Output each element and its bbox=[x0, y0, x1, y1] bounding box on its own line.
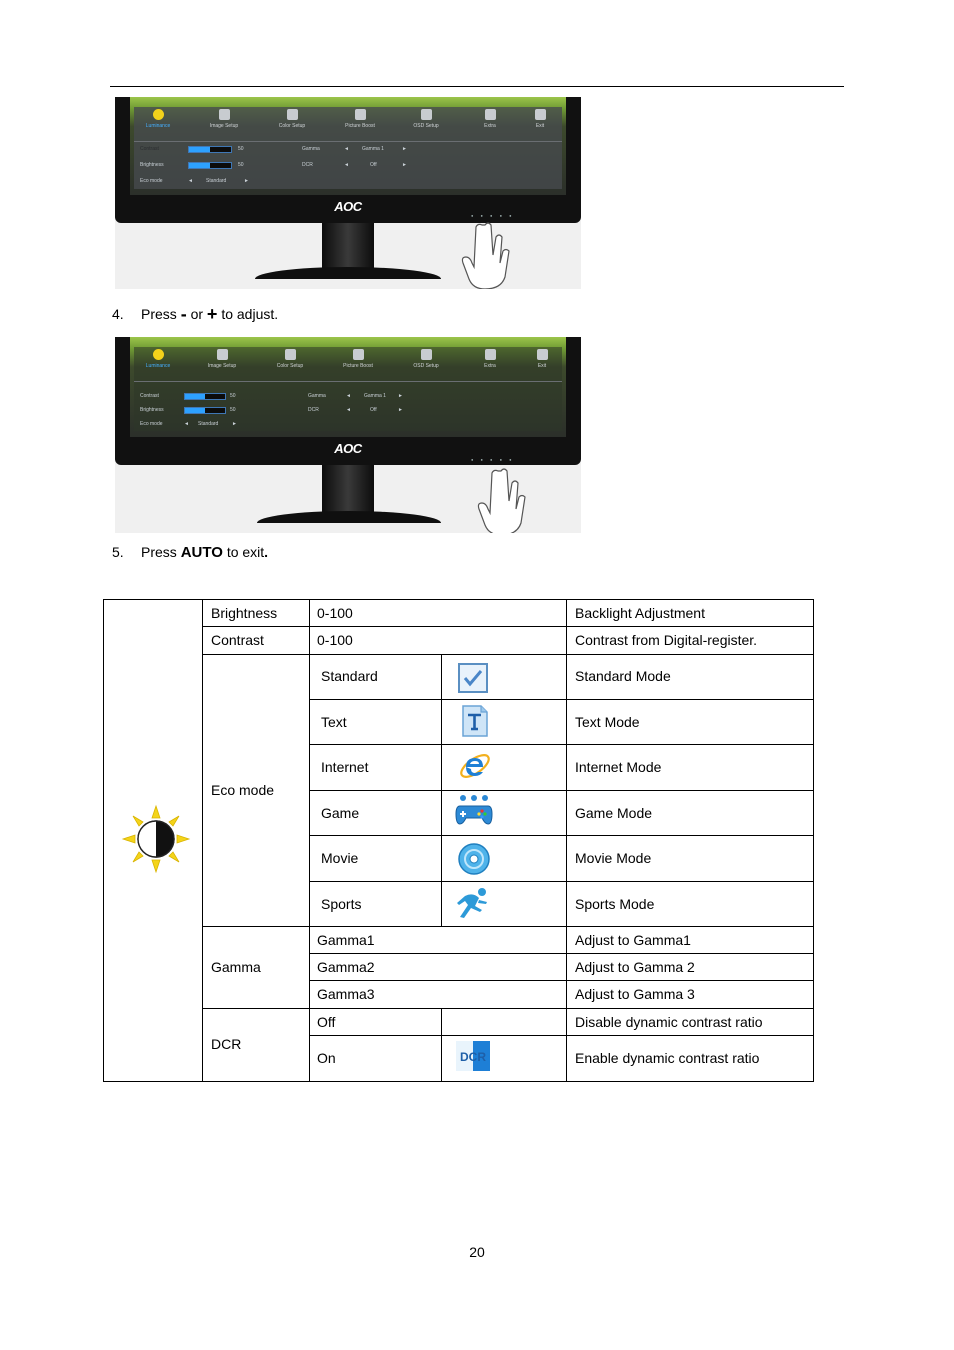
dcr-off-desc: Disable dynamic contrast ratio bbox=[575, 1014, 763, 1030]
eco-mode-desc: Text Mode bbox=[575, 714, 640, 730]
osd-dcr-value: Off bbox=[370, 162, 377, 168]
osd-dcr-label: DCR bbox=[302, 162, 313, 168]
osd-eco-label: Eco mode bbox=[140, 421, 163, 427]
standard-mode-icon bbox=[457, 662, 489, 694]
osd-tab-picture-boost: Picture Boost bbox=[330, 109, 390, 129]
osd-brightness-label: Brightness bbox=[140, 162, 164, 168]
dcr-icon bbox=[455, 1040, 491, 1072]
gamma-option-desc: Adjust to Gamma 3 bbox=[575, 986, 695, 1002]
monitor-buttons: ● ● ● ● ● bbox=[471, 213, 515, 218]
osd-brightness-bar bbox=[188, 162, 232, 169]
step-5 bbox=[112, 544, 268, 561]
monitor-stand-base bbox=[257, 511, 441, 523]
monitor-bezel bbox=[115, 337, 581, 465]
osd-gamma-value: Gamma 1 bbox=[362, 146, 384, 152]
dcr-icon-text: DCR bbox=[460, 1050, 486, 1064]
dcr-off-name: Off bbox=[317, 1014, 336, 1030]
osd-tab-extra: Extra bbox=[460, 349, 520, 369]
table-item-brightness: Brightness bbox=[211, 605, 278, 621]
movie-mode-icon bbox=[457, 842, 491, 876]
table-range-contrast: 0-100 bbox=[317, 632, 353, 648]
monitor-bezel bbox=[115, 97, 581, 223]
osd-gamma-label: Gamma bbox=[308, 393, 326, 399]
osd-contrast-value: 50 bbox=[230, 393, 236, 399]
osd-arrow-left: ◄ bbox=[346, 407, 351, 413]
osd-menu bbox=[134, 107, 562, 189]
osd-contrast-value: 50 bbox=[238, 146, 244, 152]
osd-tab-osd-setup: OSD Setup bbox=[396, 109, 456, 129]
osd-tab-exit: Exit bbox=[510, 109, 566, 129]
osd-tab-bar bbox=[134, 107, 562, 142]
eco-mode-name: Standard bbox=[321, 668, 378, 684]
step-text: . bbox=[264, 544, 269, 560]
osd-gamma-label: Gamma bbox=[302, 146, 320, 152]
step-text: to exit bbox=[226, 544, 265, 560]
gamma-option-name: Gamma2 bbox=[317, 959, 375, 975]
table-range-brightness: 0-100 bbox=[317, 605, 353, 621]
eco-mode-desc: Movie Mode bbox=[575, 850, 652, 866]
osd-arrow-left: ◄ bbox=[184, 421, 189, 427]
osd-brightness-label: Brightness bbox=[140, 407, 164, 413]
step-text: Press bbox=[141, 306, 177, 322]
osd-contrast-label: Contrast bbox=[140, 146, 159, 152]
osd-contrast-bar bbox=[184, 393, 226, 400]
step-number: 4. bbox=[112, 306, 124, 322]
osd-brightness-value: 50 bbox=[230, 407, 236, 413]
hand-icon bbox=[471, 463, 529, 533]
table-desc-brightness: Backlight Adjustment bbox=[575, 605, 705, 621]
osd-brightness-value: 50 bbox=[238, 162, 244, 168]
minus-key: - bbox=[180, 304, 187, 324]
osd-arrow-right: ► bbox=[244, 178, 249, 184]
osd-dcr-label: DCR bbox=[308, 407, 319, 413]
eco-mode-name: Game bbox=[321, 805, 360, 821]
hand-icon bbox=[455, 217, 513, 289]
table-item-contrast: Contrast bbox=[211, 632, 264, 648]
step-4 bbox=[112, 304, 278, 325]
monitor-screen bbox=[130, 97, 566, 195]
osd-tab-extra: Extra bbox=[460, 109, 520, 129]
luminance-icon bbox=[121, 804, 191, 874]
osd-tab-bar bbox=[134, 347, 562, 382]
gamma-option-desc: Adjust to Gamma1 bbox=[575, 932, 691, 948]
auto-key: AUTO bbox=[180, 544, 223, 561]
gamma-option-name: Gamma3 bbox=[317, 986, 375, 1002]
osd-arrow-left: ◄ bbox=[346, 393, 351, 399]
header-rule bbox=[110, 86, 844, 87]
osd-tab-luminance: Luminance bbox=[130, 109, 188, 129]
page-number: 20 bbox=[469, 1244, 485, 1260]
osd-arrow-right: ► bbox=[232, 421, 237, 427]
aoc-logo: AOC bbox=[334, 441, 362, 456]
osd-tab-picture-boost: Picture Boost bbox=[328, 349, 388, 369]
osd-eco-value: Standard bbox=[198, 421, 219, 427]
eco-mode-name: Text bbox=[321, 714, 347, 730]
step-number: 5. bbox=[112, 544, 124, 560]
dcr-on-desc: Enable dynamic contrast ratio bbox=[575, 1050, 760, 1066]
osd-arrow-right: ► bbox=[398, 407, 403, 413]
eco-mode-name: Sports bbox=[321, 896, 362, 912]
internet-mode-icon bbox=[457, 748, 493, 784]
step-text: Press bbox=[141, 544, 177, 560]
eco-mode-desc: Sports Mode bbox=[575, 896, 655, 912]
osd-menu bbox=[134, 347, 562, 431]
eco-mode-name: Movie bbox=[321, 850, 359, 866]
text-mode-icon bbox=[461, 704, 489, 738]
table-item-gamma: Gamma bbox=[211, 959, 261, 975]
osd-dcr-value: Off bbox=[370, 407, 377, 413]
plus-key: + bbox=[206, 304, 218, 324]
osd-arrow-right: ► bbox=[398, 393, 403, 399]
gamma-option-desc: Adjust to Gamma 2 bbox=[575, 959, 695, 975]
osd-tab-color-setup: Color Setup bbox=[262, 109, 322, 129]
table-item-eco-mode: Eco mode bbox=[211, 782, 275, 798]
osd-arrow-right: ► bbox=[402, 162, 407, 168]
osd-arrow-left: ◄ bbox=[344, 162, 349, 168]
table-item-dcr: DCR bbox=[211, 1036, 242, 1052]
osd-tab-color-setup: Color Setup bbox=[260, 349, 320, 369]
osd-contrast-label: Contrast bbox=[140, 393, 159, 399]
osd-arrow-right: ► bbox=[402, 146, 407, 152]
eco-mode-desc: Internet Mode bbox=[575, 759, 662, 775]
monitor-photo-1 bbox=[115, 97, 581, 289]
monitor-photo-2 bbox=[115, 337, 581, 533]
gamma-option-name: Gamma1 bbox=[317, 932, 375, 948]
eco-mode-name: Internet bbox=[321, 759, 369, 775]
monitor-stand-base bbox=[255, 267, 441, 279]
osd-tab-image-setup: Image Setup bbox=[192, 349, 252, 369]
osd-tab-exit: Exit bbox=[512, 349, 566, 369]
luminance-table bbox=[103, 599, 814, 1082]
osd-contrast-bar bbox=[188, 146, 232, 153]
eco-mode-desc: Standard Mode bbox=[575, 668, 671, 684]
step-text: or bbox=[190, 306, 204, 322]
osd-brightness-bar bbox=[184, 407, 226, 414]
osd-arrow-left: ◄ bbox=[188, 178, 193, 184]
osd-arrow-left: ◄ bbox=[344, 146, 349, 152]
osd-tab-luminance: Luminance bbox=[130, 349, 188, 369]
osd-gamma-value: Gamma 1 bbox=[364, 393, 386, 399]
table-desc-contrast: Contrast from Digital-register. bbox=[575, 632, 758, 648]
aoc-logo: AOC bbox=[334, 199, 362, 214]
game-mode-icon bbox=[454, 794, 494, 828]
sports-mode-icon bbox=[455, 886, 493, 920]
osd-tab-osd-setup: OSD Setup bbox=[396, 349, 456, 369]
osd-eco-label: Eco mode bbox=[140, 178, 163, 184]
dcr-on-name: On bbox=[317, 1050, 336, 1066]
eco-mode-desc: Game Mode bbox=[575, 805, 653, 821]
monitor-buttons: ● ● ● ● ● bbox=[471, 457, 515, 462]
osd-tab-image-setup: Image Setup bbox=[194, 109, 254, 129]
osd-eco-value: Standard bbox=[206, 178, 227, 184]
step-text: to adjust. bbox=[221, 306, 279, 322]
monitor-screen bbox=[130, 337, 566, 437]
